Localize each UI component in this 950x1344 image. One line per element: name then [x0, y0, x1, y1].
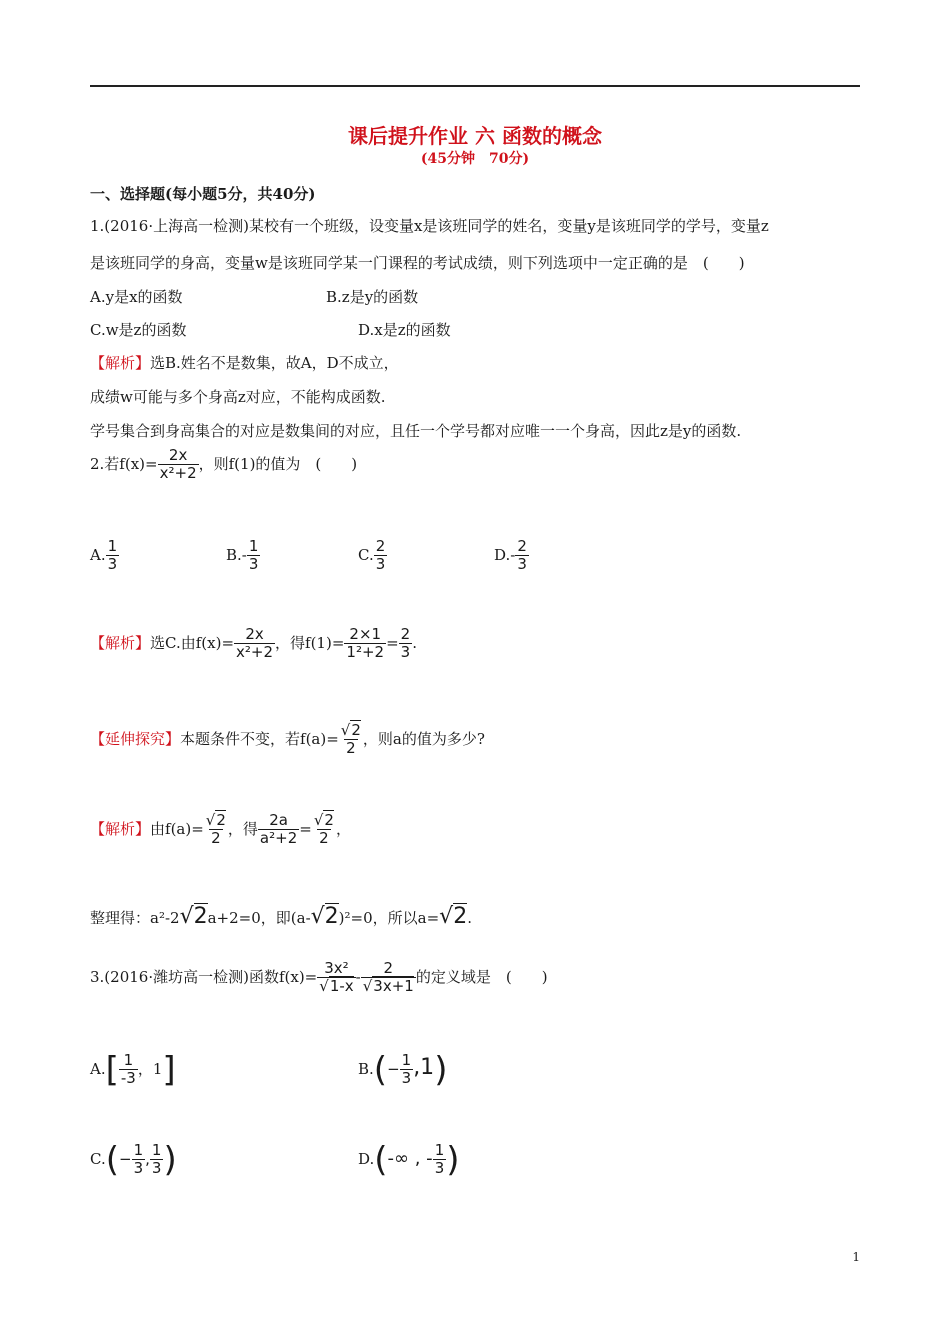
ext-answer-end: ，: [335, 819, 351, 838]
ext-line2-part-c: )²=0，所以a=: [338, 909, 440, 927]
q2-answer-end: .: [412, 633, 417, 652]
q3-option-c: [90, 1139, 177, 1180]
q2-option-b-label: B.-: [226, 545, 247, 564]
ext-line2-sqrt3: √2: [439, 904, 468, 929]
frac-num: 2: [383, 959, 394, 977]
minus-sign: −: [387, 1059, 400, 1078]
frac-num: 2: [517, 537, 527, 555]
sqrt-num: √2: [313, 811, 334, 829]
q2-option-c: [358, 538, 387, 574]
radicand: 2: [351, 721, 361, 739]
q3-option-a-frac: [119, 1052, 138, 1088]
q3-frac2: [361, 960, 416, 996]
q2-option-c-frac: [374, 538, 388, 574]
frac-num: 1: [133, 1141, 144, 1159]
ext-answer-tag: 【解析】: [90, 819, 151, 838]
ext-text-suffix: ，则a的值为多少?: [362, 729, 485, 748]
comma: ,: [145, 1149, 150, 1168]
ext-frac: [339, 722, 363, 758]
top-rule: [90, 85, 860, 87]
q1-option-d: D.x是z的函数: [358, 321, 451, 339]
frac-den: 3: [434, 1159, 445, 1178]
sqrt-num: √2: [340, 721, 361, 739]
frac-den: x²+2: [236, 643, 274, 662]
frac-num: 2a: [269, 811, 288, 829]
ext-line2-part-a: 整理得：a²-2: [90, 909, 180, 927]
frac-den: 2: [346, 739, 356, 758]
frac-den: 3: [375, 555, 386, 574]
frac-num: 1: [434, 1141, 445, 1159]
q1-option-b: B.z是y的函数: [326, 288, 419, 306]
ext-line2-sqrt1: √2: [179, 904, 208, 929]
q1-answer-text1: 选B.姓名不是数集，故A，D不成立，: [150, 354, 399, 372]
frac-num: 3x²: [324, 959, 349, 977]
q2-answer-tag: 【解析】: [90, 633, 151, 652]
q3-frac1: [317, 960, 355, 996]
left-square-bracket-icon: [: [105, 1049, 119, 1090]
q2-option-a-frac: [106, 538, 120, 574]
q2-option-a-label: A.: [90, 545, 106, 564]
q3-option-c-label: C.: [90, 1149, 106, 1168]
minus-sign: −: [118, 1149, 132, 1168]
q2-stem: [90, 447, 357, 483]
ext-answer-eq: =: [299, 819, 312, 838]
ext-answer-mid: ，得: [227, 819, 258, 838]
frac-num: 2×1: [349, 625, 382, 643]
q2-option-d: [494, 538, 529, 574]
q3-minus: -: [355, 967, 361, 986]
q1-line1: 1.(2016·上海高一检测)某校有一个班级，设变量x是该班同学的姓名，变量y是该班同学的学号，变量z: [90, 217, 769, 235]
frac-den: -3: [120, 1069, 136, 1088]
q3-option-d: [358, 1139, 460, 1180]
ext-answer-line2: [90, 904, 472, 929]
radicand: 2: [453, 904, 468, 929]
q1-answer-line1: [90, 352, 399, 373]
sqrt-num: √2: [205, 811, 226, 829]
right-paren-icon: ): [434, 1049, 448, 1090]
ext-answer-frac1: [204, 812, 228, 848]
q1-option-a: A.y是x的函数: [90, 288, 183, 306]
right-square-bracket-icon: ]: [162, 1049, 176, 1090]
radicand: 2: [324, 811, 334, 829]
ext-tag: 【延伸探究】: [90, 729, 181, 748]
radicand: 2: [216, 811, 226, 829]
q1-answer-line2: 成绩w可能与多个身高z对应，不能构成函数.: [90, 388, 386, 406]
frac-num: 1: [123, 1051, 134, 1069]
q2-stem-prefix: 2.若f(x)=: [90, 454, 158, 473]
right-paren-icon: ): [446, 1139, 460, 1180]
right-paren-icon: ): [163, 1139, 177, 1180]
section-heading: 一、选择题(每小题5分，共40分): [90, 185, 316, 203]
q3-option-d-label: D.: [358, 1149, 375, 1168]
frac-num: 1: [107, 537, 118, 555]
q3-option-c-frac1: [132, 1142, 146, 1178]
frac-den: 2: [211, 829, 221, 848]
frac-num: 1: [151, 1141, 162, 1159]
q3-option-b: [358, 1049, 448, 1090]
frac-den: 3: [400, 643, 411, 662]
frac-num: 1: [401, 1051, 412, 1069]
left-paren-icon: (: [374, 1139, 388, 1180]
q3-option-a-label: A.: [90, 1059, 106, 1078]
frac-den: 2: [319, 829, 329, 848]
ext-line2-part-d: .: [467, 909, 472, 927]
q3-stem-prefix: 3.(2016·潍坊高一检测)函数f(x)=: [90, 967, 318, 986]
radicand: 3x+1: [373, 977, 414, 996]
q3-option-a: [90, 1049, 176, 1090]
q2-fraction-den: x²+2: [159, 464, 197, 483]
ext-answer-line1: [90, 812, 351, 848]
frac-num: 1: [248, 537, 259, 555]
radicand: 1-x: [329, 977, 354, 996]
page-title: 课后提升作业 六 函数的概念: [348, 124, 602, 148]
q3-option-d-frac: [433, 1142, 447, 1178]
q2-answer-frac2: [344, 626, 386, 662]
frac-num: 2: [375, 537, 386, 555]
ext-answer-frac3: [312, 812, 336, 848]
q2-answer: [90, 626, 417, 662]
q3-option-a-rest: ，1: [137, 1059, 163, 1078]
ext-question: [90, 722, 485, 758]
frac-num: 2: [400, 625, 411, 643]
q2-answer-frac3: [399, 626, 413, 662]
q1-option-c: C.w是z的函数: [90, 321, 187, 339]
ext-answer-frac2: [258, 812, 299, 848]
frac-den: 3: [517, 555, 527, 574]
ext-answer-prefix: 由f(a)=: [150, 819, 204, 838]
sqrt-den: √3x+1: [362, 977, 414, 996]
q1-answer-tag: 【解析】: [90, 354, 151, 372]
q2-option-a: [90, 538, 119, 574]
radicand: 2: [193, 904, 208, 929]
q2-answer-prefix: 选C.由f(x)=: [150, 633, 235, 652]
q2-fraction: [158, 447, 199, 483]
q2-stem-suffix: ，则f(1)的值为 ( ): [198, 454, 358, 473]
left-paren-icon: (: [373, 1049, 388, 1090]
frac-den: 3: [151, 1159, 162, 1178]
q3-option-b-rest: ,1: [413, 1054, 435, 1080]
frac-den: 1²+2: [346, 643, 385, 662]
q2-answer-mid: ，得f(1)=: [275, 633, 345, 652]
radicand: 2: [324, 904, 339, 929]
ext-line2-part-b: a+2=0，即(a-: [207, 909, 311, 927]
page-number: 1: [852, 1250, 860, 1264]
frac-den: 3: [107, 555, 118, 574]
q2-option-b: [226, 538, 260, 574]
q2-answer-frac1: [234, 626, 275, 662]
q3-option-c-frac2: [150, 1142, 164, 1178]
q3-option-d-infinity: -∞ , -: [387, 1147, 433, 1169]
q2-fraction-num: 2x: [168, 446, 188, 464]
q3-option-b-frac: [400, 1052, 414, 1088]
q2-option-d-label: D.-: [494, 545, 516, 564]
sqrt-den: √1-x: [319, 977, 354, 996]
q2-option-c-label: C.: [358, 545, 374, 564]
frac-den: a²+2: [259, 829, 298, 848]
q1-answer-line3: 学号集合到身高集合的对应是数集间的对应，且任一个学号都对应唯一一个身高，因此z是y的函数.: [90, 422, 742, 440]
q3-stem: [90, 960, 548, 996]
q2-option-b-frac: [247, 538, 261, 574]
ext-text-prefix: 本题条件不变，若f(a)=: [180, 729, 339, 748]
q1-line2: 是该班同学的身高，变量w是该班同学某一门课程的考试成绩，则下列选项中一定正确的是 ( ): [90, 254, 745, 272]
frac-den: 3: [133, 1159, 144, 1178]
ext-line2-sqrt2: √2: [310, 904, 339, 929]
q2-answer-eq: =: [386, 633, 399, 652]
q3-option-b-label: B.: [358, 1059, 374, 1078]
frac-den: 3: [248, 555, 259, 574]
page-subtitle: (45分钟 70分): [420, 151, 530, 167]
q2-option-d-frac: [515, 538, 529, 574]
frac-num: 2x: [245, 625, 264, 643]
left-paren-icon: (: [105, 1139, 119, 1180]
q3-stem-suffix: 的定义域是 ( ): [415, 967, 548, 986]
frac-den: 3: [401, 1069, 412, 1088]
